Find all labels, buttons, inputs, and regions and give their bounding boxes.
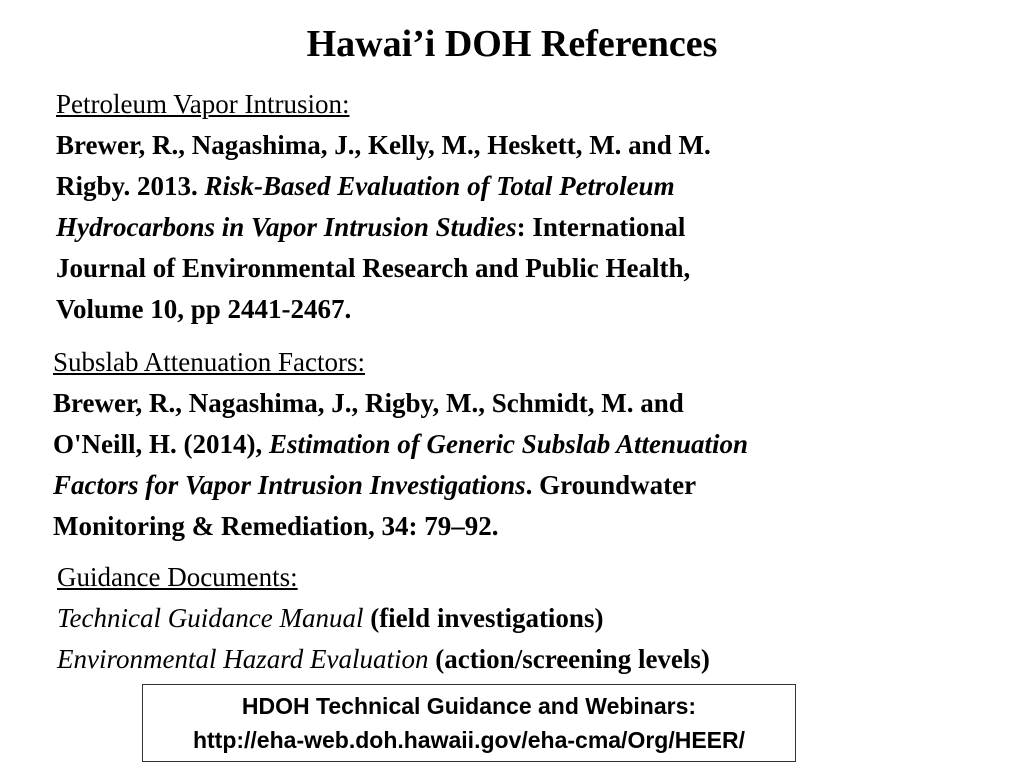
guidance-item-technical-manual: [57, 598, 710, 639]
subslab-citation-line-4: Monitoring & Remediation, 34: 79–92.: [53, 511, 499, 541]
petroleum-title-part-1: Risk-Based Evaluation of Total Petroleum: [204, 171, 675, 201]
petroleum-citation-line-5: Volume 10, pp 2441-2467.: [56, 294, 352, 324]
hdoh-webinars-box: [142, 684, 796, 762]
subslab-heading: Subslab Attenuation Factors:: [53, 347, 365, 377]
technical-guidance-manual-note: (field investigations): [363, 603, 604, 633]
subslab-citation-line-3: [53, 465, 748, 506]
guidance-heading: Guidance Documents:: [57, 562, 298, 592]
environmental-hazard-evaluation-title: Environmental Hazard Evaluation: [57, 644, 429, 674]
guidance-documents-section: [57, 557, 710, 680]
guidance-item-hazard-evaluation: [57, 639, 710, 680]
petroleum-journal-part-1: : International: [516, 212, 686, 242]
petroleum-citation-line-3: [56, 207, 711, 248]
subslab-journal-part-1: . Groundwater: [525, 470, 697, 500]
petroleum-authors-year: Rigby. 2013.: [56, 171, 205, 201]
subslab-attenuation-section: [53, 342, 748, 547]
petroleum-vapor-intrusion-section: [56, 84, 711, 330]
technical-guidance-manual-title: Technical Guidance Manual: [57, 603, 364, 633]
petroleum-title-part-2: Hydrocarbons in Vapor Intrusion Studies: [56, 212, 517, 242]
subslab-citation-line-1: Brewer, R., Nagashima, J., Rigby, M., Schmidt, M. and: [53, 388, 684, 418]
subslab-authors-year: O'Neill, H. (2014),: [53, 429, 269, 459]
environmental-hazard-evaluation-note: (action/screening levels): [428, 644, 710, 674]
subslab-title-part-1: Estimation of Generic Subslab Attenuation: [268, 429, 749, 459]
petroleum-citation-line-4: Journal of Environmental Research and Public Health,: [56, 253, 691, 283]
page-title: Hawai’i DOH References: [306, 23, 718, 65]
subslab-title-part-2: Factors for Vapor Intrusion Investigations: [53, 470, 526, 500]
petroleum-heading: Petroleum Vapor Intrusion:: [56, 89, 350, 119]
heer-url-link[interactable]: http://eha-web.doh.hawaii.gov/eha-cma/Org/HEER/: [192, 727, 746, 753]
webinars-label: HDOH Technical Guidance and Webinars:: [241, 693, 697, 719]
subslab-citation-line-2: [53, 424, 748, 465]
petroleum-citation-line-1: Brewer, R., Nagashima, J., Kelly, M., Heskett, M. and M.: [56, 130, 711, 160]
petroleum-citation-line-2: [56, 166, 711, 207]
